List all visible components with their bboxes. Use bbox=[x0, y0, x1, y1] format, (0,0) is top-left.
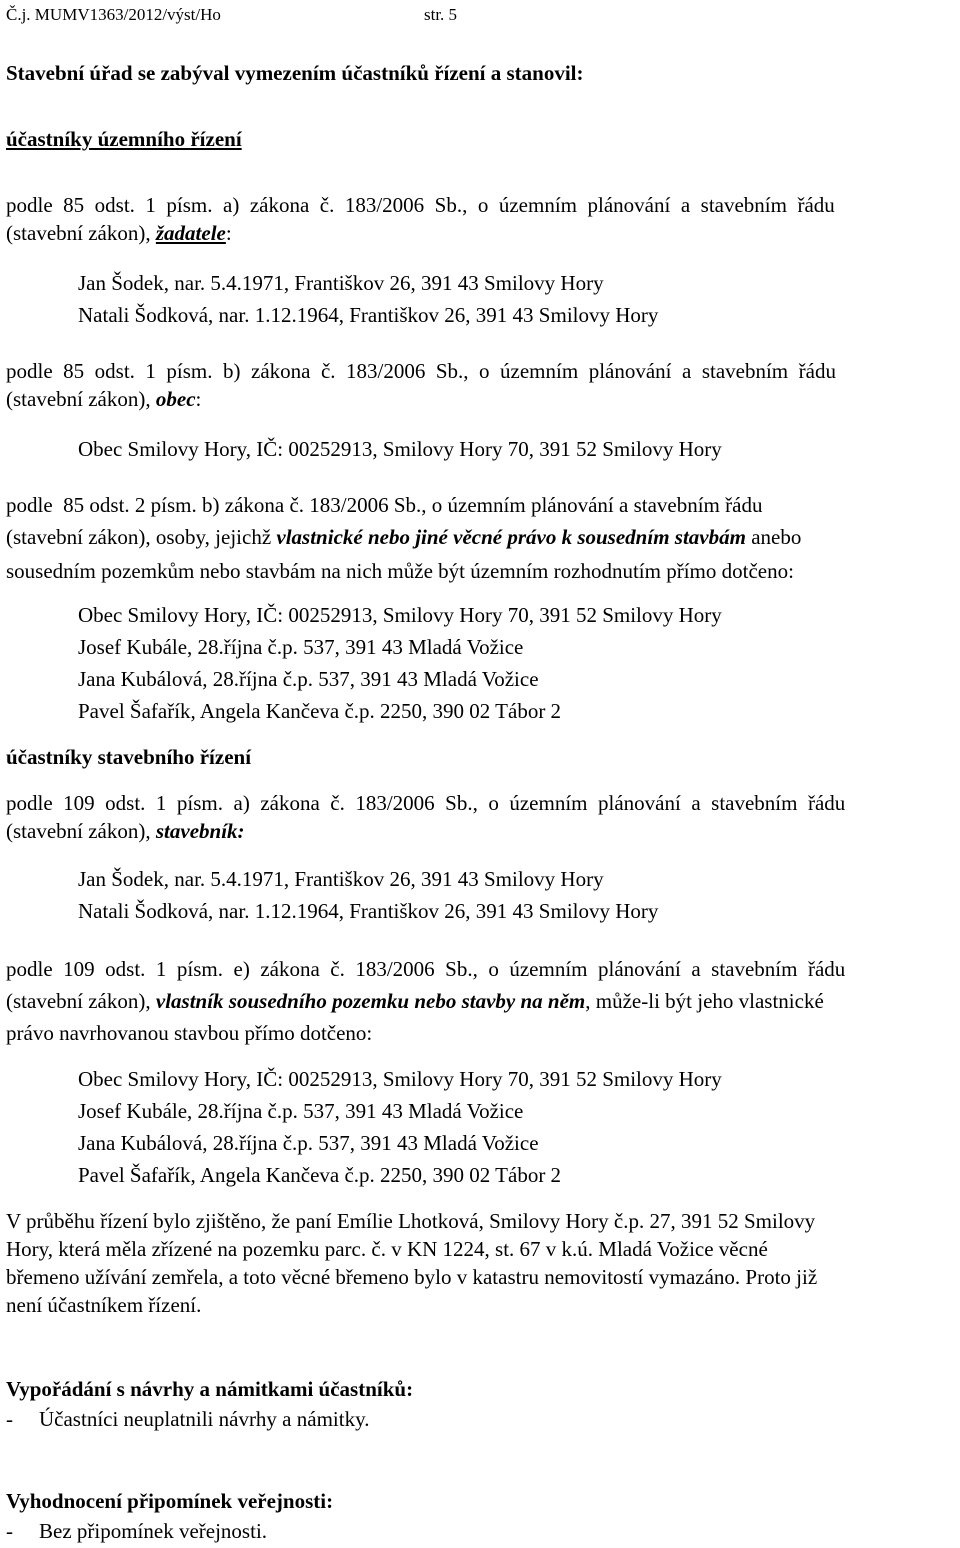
participant-line: Obec Smilovy Hory, IČ: 00252913, Smilovy Hory 70, 391 52 Smilovy Hory bbox=[78, 603, 722, 627]
main-heading: Stavební úřad se zabýval vymezením účastníků řízení a stanovil: bbox=[6, 61, 584, 85]
paragraph-line bbox=[6, 522, 801, 552]
emphasis-vlastnicke-pravo: vlastnické nebo jiné věcné právo k sousedním stavbám bbox=[276, 525, 746, 549]
text-span: : bbox=[195, 387, 202, 411]
text-span: (stavební zákon), bbox=[6, 221, 156, 245]
participant-line: Obec Smilovy Hory, IČ: 00252913, Smilovy Hory 70, 391 52 Smilovy Hory bbox=[78, 437, 722, 461]
emphasis-zadatele: žadatele bbox=[155, 221, 226, 245]
paragraph-line: podle 109 odst. 1 písm. a) zákona č. 183/2006 Sb., o územním plánování a stavebním řádu bbox=[6, 791, 846, 815]
section-title-vyporadani: Vypořádání s návrhy a námitkami účastníků: bbox=[6, 1377, 414, 1401]
text-span: anebo bbox=[745, 525, 802, 549]
section-title-uzemni: účastníky územního řízení bbox=[6, 127, 242, 151]
participant-line: Jan Šodek, nar. 5.4.1971, Františkov 26, 391 43 Smilovy Hory bbox=[78, 867, 604, 891]
paragraph-line: V průběhu řízení bylo zjištěno, že paní Emílie Lhotková, Smilovy Hory č.p. 27, 391 52 Smilovy bbox=[6, 1209, 816, 1233]
participant-line: Pavel Šafařík, Angela Kančeva č.p. 2250, 390 02 Tábor 2 bbox=[78, 1163, 562, 1187]
text-span: , může-li být jeho vlastnické bbox=[585, 989, 824, 1013]
document-reference: Č.j. MUMV1363/2012/výst/Ho bbox=[6, 5, 221, 24]
paragraph-line: sousedním pozemkům nebo stavbám na nich může být územním rozhodnutím přímo dotčeno: bbox=[6, 559, 794, 583]
page-number: str. 5 bbox=[424, 5, 458, 24]
emphasis-stavebnik: stavebník: bbox=[155, 819, 245, 843]
emphasis-vlastnik: vlastník sousedního pozemku nebo stavby na něm bbox=[155, 989, 586, 1013]
paragraph-line: podle 85 odst. 1 písm. a) zákona č. 183/2006 Sb., o územním plánování a stavebním řádu bbox=[6, 193, 835, 217]
paragraph-line: podle 109 odst. 1 písm. e) zákona č. 183/2006 Sb., o územním plánování a stavebním řádu bbox=[6, 957, 846, 981]
paragraph-line: Hory, která měla zřízené na pozemku parc. č. v KN 1224, st. 67 v k.ú. Mladá Vožice věcné bbox=[6, 1237, 768, 1261]
participant-line: Pavel Šafařík, Angela Kančeva č.p. 2250, 390 02 Tábor 2 bbox=[78, 699, 562, 723]
paragraph-line bbox=[6, 218, 232, 248]
paragraph-line: není účastníkem řízení. bbox=[6, 1293, 202, 1317]
paragraph-line: břemeno užívání zemřela, a toto věcné břemeno bylo v katastru nemovitostí vymazáno. Proto již bbox=[6, 1265, 818, 1289]
participant-line: Natali Šodková, nar. 1.12.1964, Františkov 26, 391 43 Smilovy Hory bbox=[78, 303, 659, 327]
participant-line: Josef Kubále, 28.října č.p. 537, 391 43 Mladá Vožice bbox=[78, 1099, 524, 1123]
participant-line: Jana Kubálová, 28.října č.p. 537, 391 43 Mladá Vožice bbox=[78, 667, 539, 691]
participant-line: Josef Kubále, 28.října č.p. 537, 391 43 Mladá Vožice bbox=[78, 635, 524, 659]
paragraph-line bbox=[6, 384, 201, 414]
text-span: (stavební zákon), bbox=[6, 387, 156, 411]
paragraph-line bbox=[6, 816, 245, 846]
participant-line: Jana Kubálová, 28.října č.p. 537, 391 43 Mladá Vožice bbox=[78, 1131, 539, 1155]
list-item: Účastníci neuplatnili návrhy a námitky. bbox=[39, 1407, 370, 1431]
paragraph-line: právo navrhovanou stavbou přímo dotčeno: bbox=[6, 1021, 373, 1045]
text-span: (stavební zákon), bbox=[6, 989, 156, 1013]
text-span: : bbox=[225, 221, 232, 245]
paragraph-line: podle 85 odst. 1 písm. b) zákona č. 183/2006 Sb., o územním plánování a stavebním řádu bbox=[6, 359, 836, 383]
list-dash: - bbox=[6, 1519, 13, 1543]
paragraph-line bbox=[6, 986, 824, 1016]
emphasis-obec: obec bbox=[155, 387, 196, 411]
participant-line: Natali Šodková, nar. 1.12.1964, Františkov 26, 391 43 Smilovy Hory bbox=[78, 899, 659, 923]
list-dash: - bbox=[6, 1407, 13, 1431]
text-span: (stavební zákon), osoby, jejichž bbox=[6, 525, 277, 549]
paragraph-line: podle 85 odst. 2 písm. b) zákona č. 183/2006 Sb., o územním plánování a stavebním řádu bbox=[6, 493, 763, 517]
text-span: (stavební zákon), bbox=[6, 819, 156, 843]
list-item: Bez připomínek veřejnosti. bbox=[39, 1519, 268, 1543]
section-title-stavebni: účastníky stavebního řízení bbox=[6, 745, 252, 769]
participant-line: Jan Šodek, nar. 5.4.1971, Františkov 26, 391 43 Smilovy Hory bbox=[78, 271, 604, 295]
participant-line: Obec Smilovy Hory, IČ: 00252913, Smilovy Hory 70, 391 52 Smilovy Hory bbox=[78, 1067, 722, 1091]
section-title-vyhodnoceni: Vyhodnocení připomínek veřejnosti: bbox=[6, 1489, 334, 1513]
